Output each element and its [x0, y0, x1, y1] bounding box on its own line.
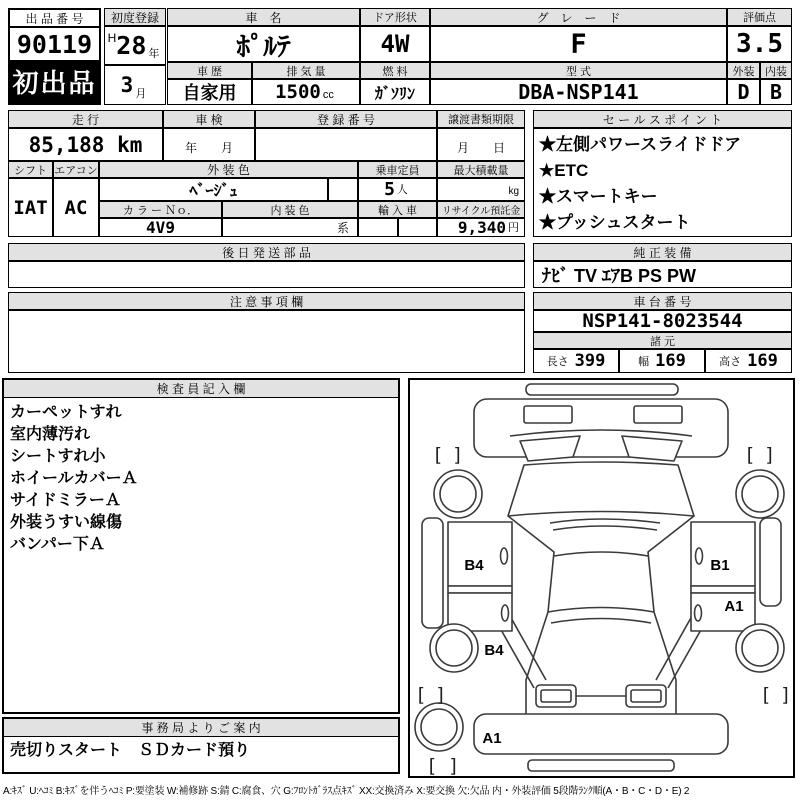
shaken-value: 年 月 — [163, 128, 255, 161]
import-cell-1 — [358, 218, 398, 237]
door-value: 4W — [360, 26, 430, 62]
transfer-label: 譲渡書類期限 — [437, 110, 525, 128]
recycle-cell — [437, 218, 525, 237]
rear-left-door-handle — [502, 605, 509, 621]
rear-right-wheel-inner — [742, 630, 778, 666]
interior-label: 内装 — [760, 62, 792, 79]
lot-number: 90119 — [16, 29, 93, 59]
mileage-value: 85,188 km — [8, 128, 163, 161]
bracket-icon: [ — [744, 444, 756, 466]
spec-height-label: 高さ — [719, 356, 742, 368]
damage-label-front-left-door: B4 — [464, 557, 484, 574]
month-unit: 月 — [135, 88, 147, 100]
inspector-box — [2, 378, 400, 714]
inspector-item: 室内薄汚れ — [10, 426, 91, 443]
fuel-label: 燃 料 — [360, 62, 430, 79]
score-value: 3.5 — [727, 26, 792, 62]
int-color-value: 系 — [222, 218, 358, 237]
ext-color-label: 外 装 色 — [99, 161, 358, 178]
reg-no-value — [255, 128, 437, 161]
chassis-label: 車 台 番 号 — [533, 292, 792, 310]
sales-point: ★左側パワースライドドア — [539, 135, 742, 154]
sales-points-box — [533, 128, 792, 237]
displacement-unit: cc — [322, 89, 334, 101]
inspector-item: カーペットすれ — [10, 404, 122, 421]
right-door-divider — [691, 586, 755, 593]
spec-width-cell — [619, 349, 705, 373]
inspector-notes — [4, 398, 398, 560]
capacity-label: 乗車定員 — [358, 161, 437, 178]
aircon-value: AC — [53, 178, 99, 237]
spec-height-cell — [705, 349, 792, 373]
office-label: 事 務 局 よ り ご 案 内 — [4, 719, 398, 737]
office-box — [2, 717, 400, 774]
capacity-unit: 人 — [396, 184, 408, 196]
displacement-label: 排 気 量 — [252, 62, 360, 79]
chassis-value: NSP141-8023544 — [533, 310, 792, 332]
reg-no-label: 登 録 番 号 — [255, 110, 437, 128]
color-no-label: カ ラ ー Ｎｏ． — [99, 201, 222, 218]
notes-label: 注 意 事 項 欄 — [8, 292, 525, 310]
sill-right — [760, 518, 781, 606]
windshield — [508, 462, 694, 516]
damage-label-rear-left-fender: B4 — [484, 642, 504, 659]
wiper-left — [520, 436, 580, 461]
seat-line — [554, 552, 648, 556]
front-left-wheel-inner — [440, 476, 476, 512]
era-letter: H — [107, 31, 117, 45]
rear-window-line-1 — [548, 608, 654, 613]
inspector-item: サイドミラーＡ — [10, 492, 121, 509]
lot-label: 出 品 番 号 — [10, 10, 99, 28]
aircon-label: エアコン — [53, 161, 99, 178]
bracket-icon: [ — [415, 684, 427, 706]
car-name-value: ﾎﾟﾙﾃ — [167, 26, 360, 62]
recycle-label: リサイクル預託金 — [437, 201, 525, 218]
damage-label-rear-bumper: A1 — [482, 730, 502, 747]
first-listing-badge: 初出品 — [10, 60, 99, 103]
recycle-unit: 円 — [508, 222, 519, 234]
bracket-icon: ] — [780, 684, 792, 706]
inspector-item: バンパー下Ａ — [10, 536, 105, 553]
damage-label-front-right-door: B1 — [710, 557, 730, 574]
max-load-value: kg — [437, 178, 525, 201]
lot-block — [8, 8, 101, 105]
spec-length-label: 長さ — [546, 356, 569, 368]
inspector-item: ホイールカバーＡ — [10, 470, 138, 487]
door-label: ドア形状 — [360, 8, 430, 26]
roof-line-1 — [550, 519, 660, 523]
bracket-icon: [ — [432, 444, 444, 466]
headlight-right — [634, 406, 682, 423]
roof-line-2 — [553, 526, 657, 530]
model-code-label: 型 式 — [430, 62, 727, 79]
sales-points-label: セ ー ル ス ポ イ ン ト — [533, 110, 792, 128]
inspector-label: 検 査 員 記 入 欄 — [4, 380, 398, 398]
ext-color-extra-cell — [328, 178, 358, 201]
roof-strip — [526, 384, 678, 395]
transfer-value: 月 日 — [437, 128, 525, 161]
front-right-door-handle — [696, 548, 703, 564]
spec-width-value: 169 — [655, 351, 686, 371]
rear-left-wheel-inner — [436, 630, 472, 666]
notes-value — [8, 310, 525, 373]
sales-point: ★ETC — [539, 161, 589, 180]
taillight-left-inner — [541, 690, 571, 702]
shift-label: シフト — [8, 161, 53, 178]
shift-value: IAT — [8, 178, 53, 237]
sill-left — [422, 518, 443, 628]
oem-label: 純 正 装 備 — [533, 243, 792, 261]
first-reg-month-cell — [104, 65, 166, 105]
history-label: 車 歴 — [167, 62, 252, 79]
spec-length-cell — [533, 349, 619, 373]
mileage-label: 走 行 — [8, 110, 163, 128]
bracket-icon: ] — [448, 755, 460, 776]
first-reg-year-cell — [104, 26, 166, 65]
interior-grade: B — [760, 79, 792, 105]
sales-point: ★スマートキー — [539, 187, 658, 206]
int-color-label: 内 装 色 — [222, 201, 358, 218]
rear-right-door-handle — [695, 605, 702, 621]
taillight-right-inner — [631, 690, 661, 702]
capacity-cell — [358, 178, 437, 201]
office-message: 売切りスタート ＳＤカード預り — [10, 742, 251, 759]
oem-value: ﾅﾋﾞ TV ｴｱB PS PW — [533, 261, 792, 288]
model-code-value: DBA-NSP141 — [430, 79, 727, 105]
exterior-label: 外装 — [727, 62, 760, 79]
car-name-label: 車 名 — [167, 8, 360, 26]
import-cell-2 — [398, 218, 437, 237]
spare-tire-inner — [421, 709, 457, 745]
wiper-right — [622, 436, 682, 461]
import-label: 輸 入 車 — [358, 201, 437, 218]
cabin-side-left — [508, 516, 554, 612]
bracket-icon: [ — [760, 684, 772, 706]
capacity-value: 5 — [384, 179, 395, 200]
displacement-value-cell — [252, 79, 360, 105]
front-left-door-handle — [501, 548, 508, 564]
ext-color-value: ﾍﾞｰｼﾞｭ — [99, 178, 328, 201]
spec-width-label: 幅 — [638, 356, 650, 368]
bracket-icon: [ — [426, 755, 438, 776]
bracket-icon: ] — [435, 684, 447, 706]
score-label: 評価点 — [727, 8, 792, 26]
damage-label-rear-right-door: A1 — [724, 598, 744, 615]
first-reg-label: 初度登録 — [104, 8, 166, 26]
front-bumper — [474, 399, 728, 457]
legend-text: A:ｷｽﾞ U:ﾍｺﾐ B:ｷｽﾞを伴うﾍｺﾐ P:要塗装 W:補修跡 S:錆 C:腐食、穴 G:ﾌﾛﾝﾄｶﾞﾗｽ点ｷｽﾞ XX:交換済み X:要交換 欠:欠品 内・外装評価 5段階ﾗﾝｸ順(A・B・C・D・E) 2 — [3, 786, 690, 797]
headlight-left — [524, 406, 572, 423]
bottom-strip — [528, 760, 674, 771]
color-no-value: 4V9 — [99, 218, 222, 237]
shaken-label: 車 検 — [163, 110, 255, 128]
later-parts-label: 後 日 発 送 部 品 — [8, 243, 525, 261]
grade-label: グ レ ー ド — [430, 8, 727, 26]
bracket-icon: ] — [452, 444, 464, 466]
displacement-value: 1500 — [275, 81, 321, 103]
recycle-value: 9,340 — [457, 218, 506, 237]
spec-height-value: 169 — [747, 351, 778, 371]
inspector-item: 外装うすい線傷 — [10, 514, 123, 531]
bracket-icon: ] — [764, 444, 776, 466]
sales-point: ★プッシュスタート — [539, 213, 691, 232]
specs-label: 諸 元 — [533, 332, 792, 349]
car-diagram — [410, 380, 793, 776]
spec-length-value: 399 — [574, 351, 606, 371]
history-value: 自家用 — [167, 79, 252, 105]
first-reg-month: 3 — [120, 73, 134, 97]
year-unit: 年 — [148, 48, 160, 60]
first-reg-year: 28 — [116, 31, 147, 60]
max-load-label: 最大積載量 — [437, 161, 525, 178]
grade-value: F — [430, 26, 727, 62]
inspector-item: シートすれ小 — [10, 448, 106, 465]
rear-bumper — [474, 714, 728, 754]
later-parts-value — [8, 261, 525, 288]
exterior-grade: D — [727, 79, 760, 105]
car-diagram-box — [408, 378, 795, 778]
front-right-wheel-inner — [742, 476, 778, 512]
left-door-divider — [448, 586, 512, 593]
rear-window-line-2 — [551, 619, 651, 624]
fuel-value: ｶﾞｿﾘﾝ — [360, 79, 430, 105]
